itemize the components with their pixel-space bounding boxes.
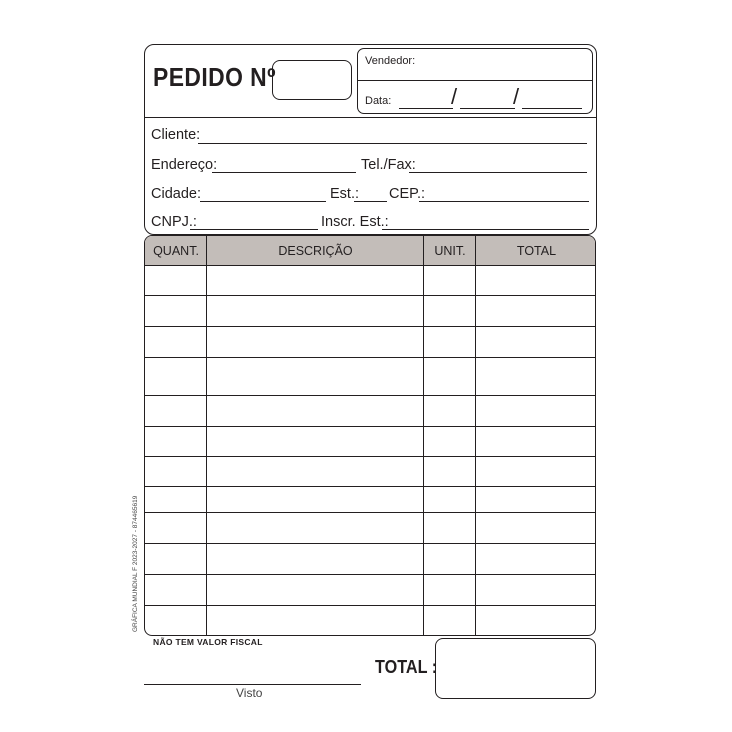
- table-row[interactable]: [145, 265, 595, 266]
- endereco-field[interactable]: [212, 172, 356, 173]
- table-row[interactable]: [145, 486, 595, 487]
- vendedor-label: Vendedor:: [365, 55, 416, 67]
- date-year-field[interactable]: [522, 108, 582, 109]
- items-table: [144, 235, 596, 636]
- cep-field[interactable]: [419, 201, 589, 202]
- cnpj-label: CNPJ.:: [151, 214, 197, 230]
- header-separator: [144, 117, 597, 118]
- cep-label: CEP.:: [389, 186, 426, 202]
- table-row[interactable]: [145, 574, 595, 575]
- printer-info: GRÁFICA MUNDIAL F 2023-2027 - 874465619: [132, 495, 139, 632]
- table-row[interactable]: [145, 295, 595, 296]
- header-unit: UNIT.: [434, 244, 466, 258]
- table-row[interactable]: [145, 543, 595, 544]
- total-label: TOTAL :: [375, 657, 438, 677]
- visto-label: Visto: [236, 686, 263, 700]
- est-field[interactable]: [354, 201, 387, 202]
- table-row[interactable]: [145, 357, 595, 358]
- date-slash-1: /: [451, 84, 458, 109]
- est-label: Est.:: [330, 186, 360, 202]
- table-row[interactable]: [145, 395, 595, 396]
- total-field[interactable]: [435, 638, 596, 699]
- date-day-field[interactable]: [399, 108, 453, 109]
- header-quant: QUANT.: [153, 244, 199, 258]
- seller-divider: [357, 80, 593, 81]
- header-total: TOTAL: [516, 244, 557, 258]
- data-label: Data:: [365, 95, 392, 107]
- header-descricao: DESCRIÇÃO: [278, 244, 353, 258]
- cnpj-field[interactable]: [190, 229, 318, 230]
- date-month-field[interactable]: [460, 108, 515, 109]
- order-title: PEDIDO Nº: [153, 62, 276, 92]
- telfax-label: Tel./Fax:: [361, 157, 416, 173]
- cliente-field[interactable]: [198, 143, 587, 144]
- date-slash-2: /: [513, 84, 520, 109]
- visto-signature-line[interactable]: [144, 684, 361, 685]
- table-row[interactable]: [145, 326, 595, 327]
- endereco-label: Endereço:: [151, 157, 218, 173]
- order-number-field[interactable]: [272, 60, 352, 100]
- telfax-field[interactable]: [409, 172, 587, 173]
- cliente-label: Cliente:: [151, 127, 201, 143]
- table-row[interactable]: [145, 512, 595, 513]
- cidade-label: Cidade:: [151, 186, 201, 202]
- fiscal-notice: NÃO TEM VALOR FISCAL: [153, 637, 263, 647]
- inscr-label: Inscr. Est.:: [321, 214, 389, 230]
- inscr-field[interactable]: [382, 229, 589, 230]
- table-row[interactable]: [145, 456, 595, 457]
- table-row[interactable]: [145, 605, 595, 606]
- table-row[interactable]: [145, 426, 595, 427]
- cidade-field[interactable]: [200, 201, 326, 202]
